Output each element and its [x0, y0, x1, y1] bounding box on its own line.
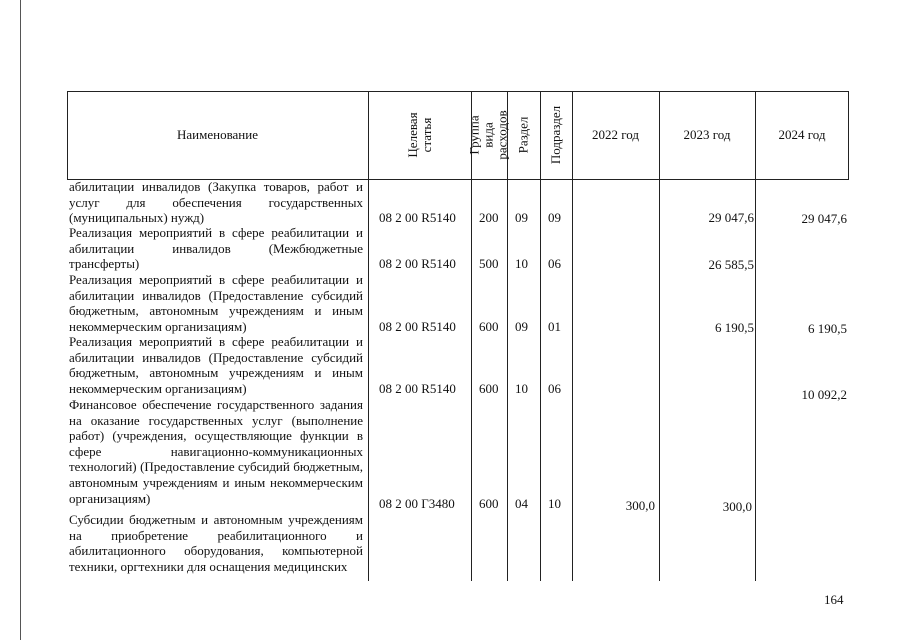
row-name: абилитации инвалидов (Закупка товаров, работ и услуг для обеспечения государственных (муниципальных) нужд) — [69, 179, 363, 226]
header-target — [368, 91, 471, 178]
header-subsection — [540, 91, 572, 178]
header-group — [467, 91, 510, 178]
row-2023: 29 047,6 — [708, 210, 754, 225]
page-number: 164 — [824, 592, 844, 607]
header-target-label: Целевая статья — [404, 111, 434, 158]
header-name: Наименование — [177, 126, 258, 142]
row-subsection: 01 — [548, 319, 561, 334]
row-code: 08 2 00 R5140 — [379, 319, 456, 334]
row-subsection: 10 — [548, 496, 561, 511]
row-group: 600 — [479, 381, 499, 396]
row-2024: 6 190,5 — [808, 321, 847, 336]
row-group: 600 — [479, 319, 499, 334]
row-section: 10 — [515, 256, 528, 271]
header-2024: 2024 год — [778, 126, 826, 142]
budget-table — [67, 91, 849, 581]
row-name: Финансовое обеспечение государственного задания на оказание государственных услуг (выполнение работ) (учреждения, осуществляющие функции в сфере навигационно-коммуникационных технологий) (Предоставление субсидий бюджетным, автономным учреждениям и иным некоммерческим организациям) — [69, 397, 363, 506]
row-subsection: 09 — [548, 210, 561, 225]
row-subsection: 06 — [548, 381, 561, 396]
header-section — [507, 91, 540, 178]
row-name: Реализация мероприятий в сфере реабилитации и абилитации инвалидов (Предоставление субсидий бюджетным, автономным учреждениям и иным некоммерческим организациям) — [69, 334, 363, 396]
row-code: 08 2 00 R5140 — [379, 256, 456, 271]
row-code: 08 2 00 R5140 — [379, 210, 456, 225]
row-group: 200 — [479, 210, 499, 225]
row-2024: 29 047,6 — [801, 211, 847, 226]
row-name: Субсидии бюджетным и автономным учреждениям на приобретение реабилитационного и абилитационного оборудования, компьютерной техники, оргтехники для оснащения медицинских — [69, 512, 363, 574]
row-section: 09 — [515, 210, 528, 225]
row-code: 08 2 00 Г3480 — [379, 496, 455, 511]
row-section: 09 — [515, 319, 528, 334]
row-name: Реализация мероприятий в сфере реабилитации и абилитации инвалидов (Предоставление субсидий бюджетным, автономным учреждениям и иным некоммерческим организациям) — [69, 272, 363, 334]
row-code: 08 2 00 R5140 — [379, 381, 456, 396]
row-name: Реализация мероприятий в сфере реабилитации и абилитации инвалидов (Межбюджетные трансферты) — [69, 225, 363, 272]
row-2023: 6 190,5 — [715, 320, 754, 335]
row-group: 600 — [479, 496, 499, 511]
row-2023: 26 585,5 — [708, 257, 754, 272]
row-group: 500 — [479, 256, 499, 271]
header-section-label: Раздел — [515, 116, 531, 153]
page-edge-line — [20, 0, 21, 640]
header-2023: 2023 год — [683, 126, 731, 142]
row-2023: 300,0 — [722, 499, 752, 514]
row-section: 10 — [515, 381, 528, 396]
header-group-label: Группа вида расходов — [467, 109, 510, 160]
row-2024: 10 092,2 — [801, 387, 847, 402]
row-subsection: 06 — [548, 256, 561, 271]
row-2022: 300,0 — [625, 498, 655, 513]
header-2022: 2022 год — [592, 126, 639, 142]
row-section: 04 — [515, 496, 528, 511]
header-subsection-label: Подраздел — [548, 105, 564, 164]
